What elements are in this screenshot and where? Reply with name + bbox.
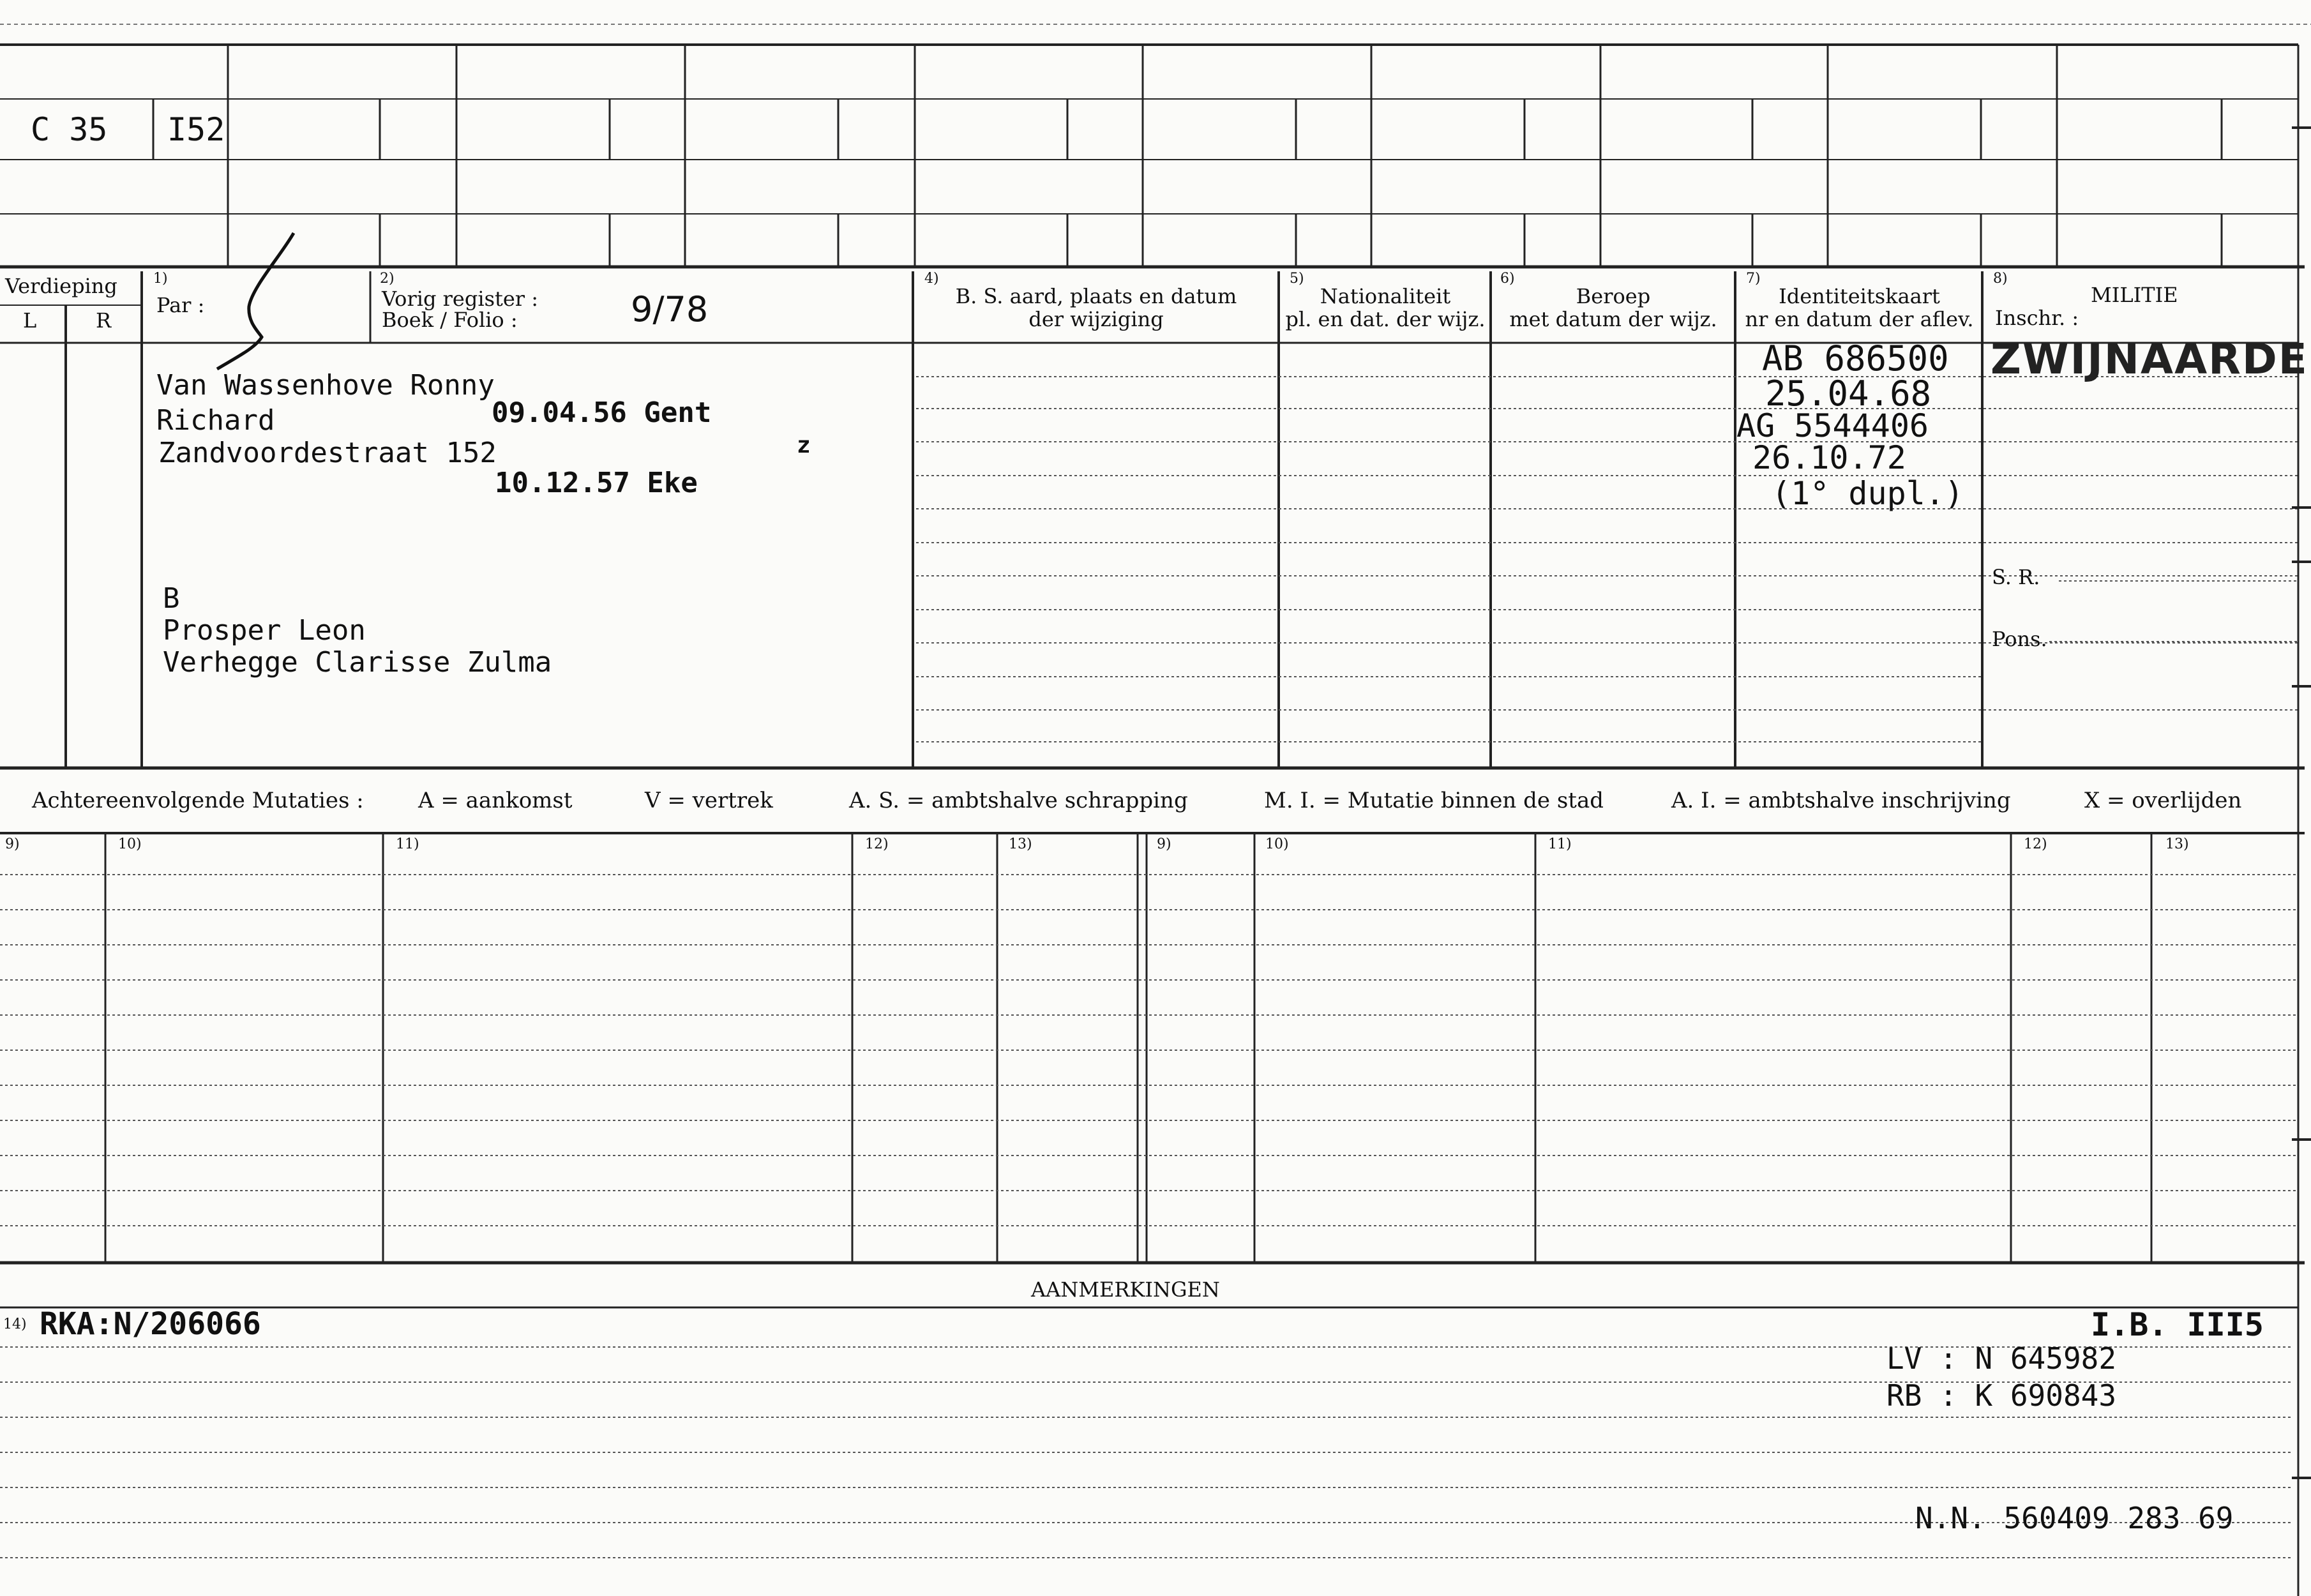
sr-label: S. R.	[1992, 565, 2040, 589]
father-name: Prosper Leon	[163, 614, 366, 647]
nn-number: N.N. 560409 283 69	[1915, 1501, 2234, 1535]
lv-number: LV : N 645982	[1886, 1341, 2117, 1376]
par-label: Par :	[156, 293, 205, 317]
mut-col-13-left: 13)	[1009, 836, 1032, 852]
beroep-header	[1492, 285, 1735, 331]
person-address: Zandvoordestraat 152	[158, 437, 497, 469]
mut-col-12-right: 12)	[2024, 836, 2047, 852]
remarks-number: 14)	[3, 1316, 27, 1332]
identiteitskaart-header-line1: Identiteitskaart	[1779, 284, 1940, 308]
mut-col-9-right: 9)	[1157, 836, 1171, 852]
mut-col-10-left: 10)	[118, 836, 142, 852]
id-card-line5: (1° dupl.)	[1772, 475, 1964, 512]
nationaliteit-header	[1280, 285, 1491, 331]
vorig-register-label: Vorig register :	[382, 287, 539, 311]
person-name-line1: Van Wassenhove Ronny	[156, 369, 495, 402]
bs-header-line1: B. S. aard, plaats en datum	[955, 284, 1237, 308]
boek-folio-value: 9/78	[631, 289, 709, 329]
mut-col-11-right: 11)	[1548, 836, 1572, 852]
legend-overlijden: X = overlijden	[2084, 788, 2242, 813]
nationaliteit-header-line2: pl. en dat. der wijz.	[1285, 307, 1486, 331]
house-code: I52	[167, 111, 225, 148]
id-card-line2: 25.04.68	[1765, 373, 1932, 414]
person-mark: z	[797, 432, 811, 458]
bs-header	[914, 285, 1278, 331]
parents-code: B	[163, 582, 180, 615]
col-number-1: 1)	[153, 271, 168, 287]
id-card-line4: 26.10.72	[1752, 439, 1906, 476]
person-birth: 09.04.56 Gent	[492, 396, 712, 429]
col-number-5: 5)	[1290, 271, 1304, 287]
rb-number: RB : K 690843	[1886, 1378, 2117, 1413]
floor-l-label: L	[23, 308, 37, 333]
person-name-line2: Richard	[156, 404, 275, 437]
boek-folio-label: Boek / Folio :	[382, 308, 518, 332]
militie-label: MILITIE	[2091, 283, 2178, 307]
rka-number: RKA:N/206066	[40, 1306, 261, 1342]
legend-ambtshalve-schrapping: A. S. = ambtshalve schrapping	[849, 788, 1188, 813]
mut-col-10-right: 10)	[1265, 836, 1289, 852]
section-code: C 35	[31, 111, 108, 148]
mother-name: Verhegge Clarisse Zulma	[163, 646, 552, 679]
col-number-7: 7)	[1746, 271, 1761, 287]
identiteitskaart-header-line2: nr en datum der aflev.	[1745, 307, 1974, 331]
mut-col-13-right: 13)	[2165, 836, 2189, 852]
legend-mutatie-binnen-stad: M. I. = Mutatie binnen de stad	[1264, 788, 1604, 813]
mut-col-12-left: 12)	[865, 836, 889, 852]
remarks-title: AANMERKINGEN	[1031, 1277, 1220, 1302]
id-card-line3: AG 5544406	[1736, 407, 1929, 444]
id-card-line1: AB 686500	[1762, 338, 1949, 379]
legend-vertrek: V = vertrek	[645, 788, 773, 813]
col-number-4: 4)	[924, 271, 939, 287]
legend-aankomst: A = aankomst	[418, 788, 573, 813]
inschr-label: Inschr. :	[1995, 306, 2079, 330]
col-number-6: 6)	[1500, 271, 1515, 287]
pons-label: Pons.	[1992, 627, 2047, 651]
person-arrival: 10.12.57 Eke	[495, 467, 698, 499]
ib-code: I.B. III5	[2091, 1306, 2264, 1343]
mutations-title: Achtereenvolgende Mutaties :	[32, 788, 364, 813]
beroep-header-line2: met datum der wijz.	[1509, 307, 1717, 331]
mut-col-11-left: 11)	[396, 836, 419, 852]
identiteitskaart-header	[1736, 285, 1982, 331]
militie-stamp: ZWIJNAARDE	[1991, 335, 2308, 384]
mut-col-9-left: 9)	[5, 836, 20, 852]
bs-header-line2: der wijziging	[1028, 307, 1164, 331]
beroep-header-line1: Beroep	[1576, 284, 1651, 308]
legend-ambtshalve-inschrijving: A. I. = ambtshalve inschrijving	[1671, 788, 2011, 813]
verdieping-label: Verdieping	[5, 274, 117, 298]
col-number-2: 2)	[380, 271, 395, 287]
floor-r-label: R	[96, 308, 112, 333]
col-number-8: 8)	[1993, 271, 2008, 287]
nationaliteit-header-line1: Nationaliteit	[1320, 284, 1451, 308]
